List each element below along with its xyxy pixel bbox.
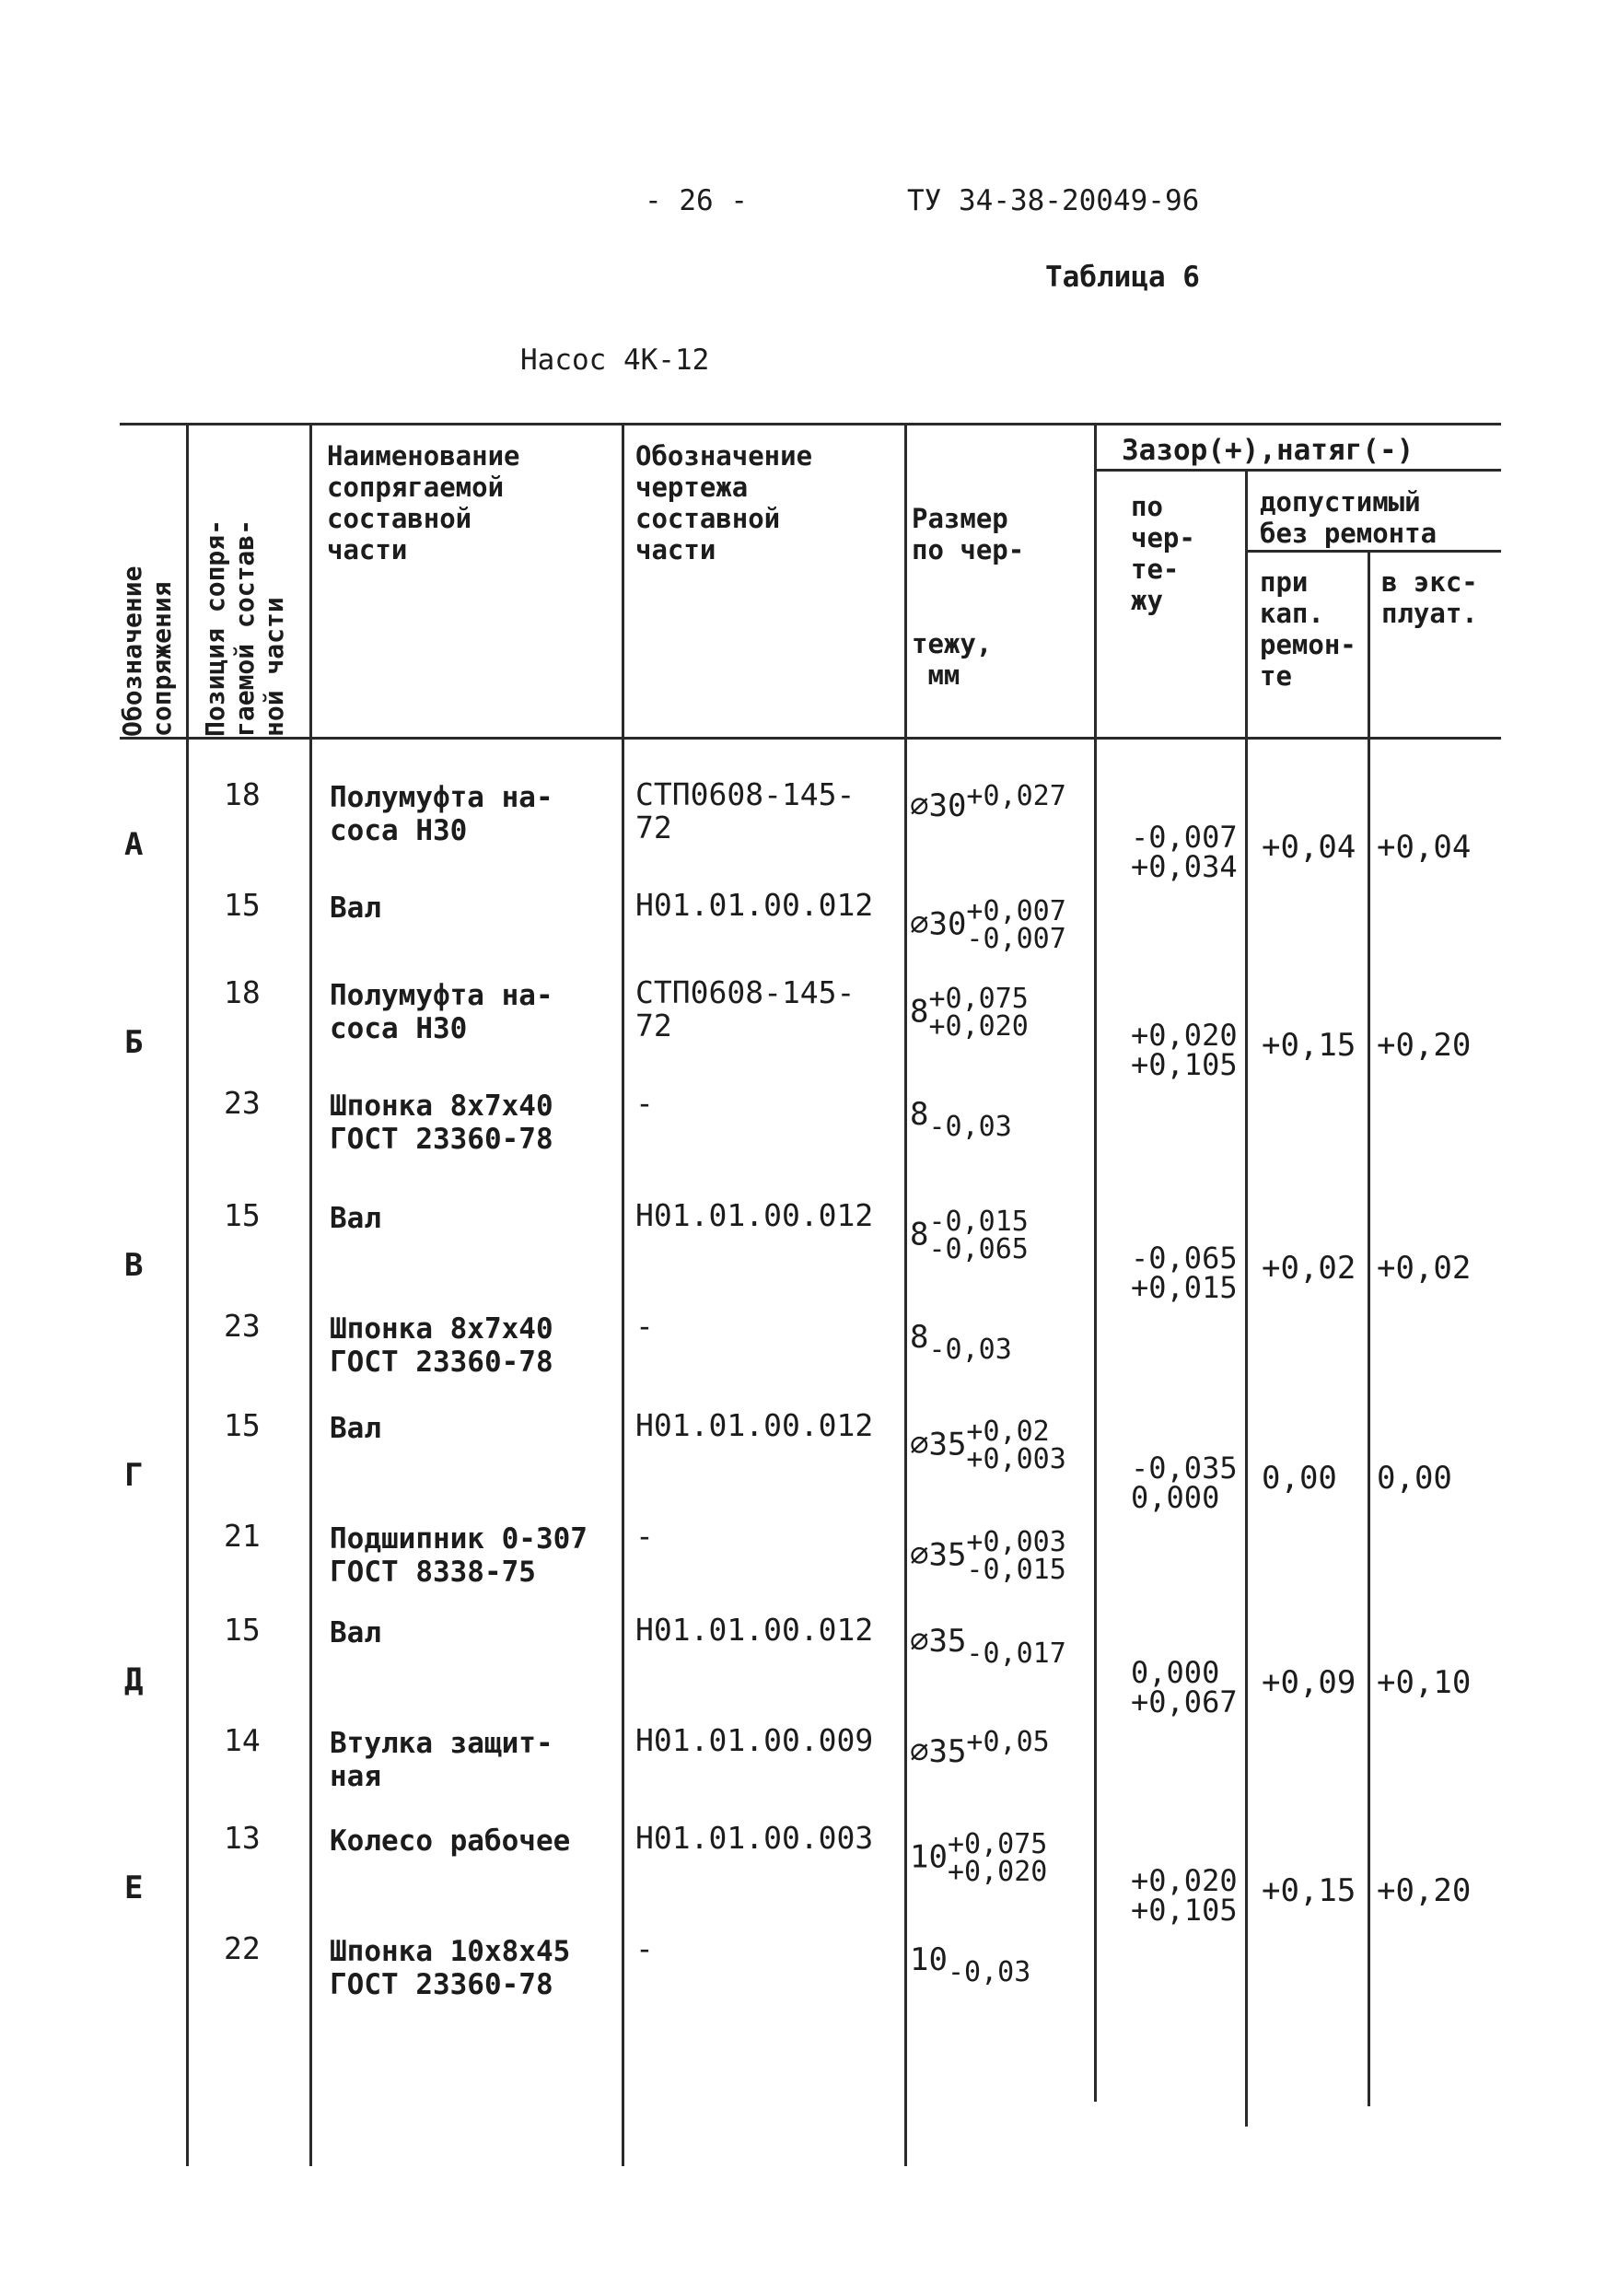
part-name-line: Полумуфта на- [330,979,553,1012]
part-drawing-line: - [635,1930,654,1966]
part-drawing-line: 72 [635,810,672,845]
part-size [910,1828,1048,1888]
gap-value: +0,020 [1131,1863,1238,1898]
gap-by-drawing [1131,1863,1238,1928]
col-header-gap-group: Зазор(+),натяг(-) [1122,434,1414,467]
part-drawing [635,1724,873,1757]
size-nominal: 8 [910,1096,929,1133]
col-header-drawing: Обозначение чертежа составной части [635,440,813,565]
col-header-mate-designation: Обозначение сопряжения [117,565,177,737]
part-size [910,1726,1050,1770]
mate-mark: Г [124,1457,144,1494]
part-name-line: Шпонка 10х8х45 [330,1935,571,1968]
size-nominal: 8 [910,1319,929,1356]
document-code: ТУ 34-38-20049-96 [907,184,1200,217]
part-name-line: Вал [330,892,381,925]
size-tolerance [928,1208,1028,1264]
mate-mark: Е [124,1870,144,1906]
size-nominal: 8 [910,1216,929,1253]
part-drawing-line: - [635,1518,654,1554]
part-position: 23 [224,1085,261,1121]
col-divider-2 [309,425,312,2166]
gap-by-drawing [1131,1241,1238,1305]
part-name [330,1522,588,1589]
gap-in-operation: +0,20 [1377,1027,1472,1064]
part-name-line: Полумуфта на- [330,781,553,814]
part-size [910,985,1029,1041]
allowed-rule [1248,550,1501,553]
part-position: 18 [224,974,261,1010]
part-drawing [635,1614,873,1647]
part-name-line: Колесо рабочее [330,1824,571,1858]
part-name [330,1935,570,2001]
gap-in-operation: 0,00 [1377,1460,1452,1497]
part-name [330,892,381,925]
gap-value: +0,034 [1131,849,1238,884]
part-name-line: ная [330,1760,381,1793]
size-tolerance [966,895,1066,955]
part-drawing [635,778,855,845]
part-name [330,1202,381,1235]
size-lower: -0,03 [928,1111,1012,1143]
part-drawing-line: - [635,1308,654,1344]
size-lower: -0,017 [966,1638,1066,1670]
col-header-at-repair: при кап. ремон- те [1260,566,1356,692]
gap-by-drawing [1131,1655,1238,1719]
part-drawing [635,1310,654,1343]
part-drawing [635,889,873,922]
part-size [910,895,1066,955]
col-divider-4 [904,425,907,2166]
part-drawing-line: СТП0608-145- [635,974,856,1010]
gap-at-repair: 0,00 [1262,1460,1337,1497]
part-name [330,1824,570,1858]
part-name [330,781,553,847]
gap-value: +0,020 [1131,1018,1238,1053]
gap-in-operation: +0,20 [1377,1872,1472,1909]
part-name-line: ГОСТ 23360-78 [330,1346,553,1379]
gap-by-drawing [1131,1018,1238,1082]
part-position: 14 [224,1722,261,1758]
table-top-rule [120,423,1501,425]
size-nominal: ⌀35 [910,1623,967,1660]
part-name-line: Шпонка 8х7х40 [330,1090,553,1123]
page-number: - 26 - [645,184,748,217]
gap-value: -0,007 [1131,820,1238,855]
size-tolerance [928,985,1028,1041]
gap-value: 0,000 [1131,1655,1220,1690]
part-drawing-line: Н01.01.00.012 [635,1407,874,1443]
pump-title: Насос 4К-12 [520,344,710,377]
part-name-line: соса Н30 [330,814,468,847]
part-position: 13 [224,1820,261,1856]
size-nominal: ⌀30 [910,905,967,943]
size-lower: -0,015 [966,1554,1066,1586]
part-drawing-line: Н01.01.00.012 [635,887,874,923]
part-name [330,1312,553,1379]
gap-in-operation: +0,04 [1377,829,1472,866]
part-name-line: Шпонка 8х7х40 [330,1312,553,1346]
mate-mark: А [124,826,144,863]
part-size [910,1418,1066,1474]
size-upper: +0,027 [966,780,1066,812]
part-drawing [635,1409,873,1442]
gap-value: +0,105 [1131,1893,1238,1928]
gap-at-repair: +0,09 [1262,1664,1356,1701]
part-size [910,1096,1012,1143]
gap-value: 0,000 [1131,1480,1220,1515]
gap-value: +0,105 [1131,1047,1238,1082]
table-label: Таблица 6 [1045,261,1200,294]
gap-in-operation: +0,10 [1377,1664,1472,1701]
size-upper: +0,003 [966,1526,1066,1558]
part-drawing-line: Н01.01.00.012 [635,1612,874,1648]
part-size [910,1208,1029,1264]
gap-at-repair: +0,02 [1262,1250,1356,1287]
part-name-line: ГОСТ 8338-75 [330,1556,536,1589]
part-position: 23 [224,1308,261,1344]
part-position: 18 [224,776,261,812]
part-name-line: ГОСТ 23360-78 [330,1968,553,2001]
col-header-in-operation: в экс- плуат. [1381,566,1478,629]
size-nominal: 10 [910,1941,948,1978]
part-position: 15 [224,1197,261,1233]
part-drawing [635,1822,873,1855]
table-header-rule [120,737,1501,740]
gap-group-rule [1096,469,1501,472]
part-name-line: ГОСТ 23360-78 [330,1123,553,1156]
gap-in-operation: +0,02 [1377,1250,1472,1287]
part-name [330,1090,553,1156]
size-lower: +0,003 [966,1443,1066,1475]
part-drawing [635,1932,654,1965]
part-drawing [635,1520,654,1553]
gap-value: -0,065 [1131,1241,1238,1276]
size-lower: +0,020 [947,1856,1048,1888]
size-upper: +0,05 [966,1726,1050,1758]
col-header-size: Размер по чер- тежу, мм [912,503,1025,691]
size-nominal: ⌀35 [910,1733,967,1770]
part-name-line: Подшипник 0-307 [330,1522,588,1556]
size-tolerance [966,1418,1065,1474]
size-nominal: ⌀35 [910,1536,967,1574]
size-nominal: 8 [910,993,929,1031]
col-divider-7 [1368,550,1370,2106]
part-drawing-line: Н01.01.00.012 [635,1197,874,1233]
part-position: 15 [224,887,261,923]
part-name [330,1412,381,1445]
part-drawing [635,976,855,1043]
part-name [330,1727,553,1793]
col-divider-1 [186,425,189,2166]
mate-mark: Б [124,1024,144,1061]
col-header-allowed: допустимый без ремонта [1260,486,1438,549]
size-upper: +0,007 [966,895,1066,927]
size-lower: +0,020 [928,1010,1029,1043]
part-name-line: Вал [330,1412,381,1445]
gap-at-repair: +0,15 [1262,1872,1356,1909]
gap-by-drawing [1131,820,1238,884]
size-lower: -0,03 [947,1956,1031,1988]
size-upper: +0,075 [928,983,1029,1015]
size-tolerance [947,1828,1048,1888]
size-lower: -0,03 [928,1334,1012,1366]
part-position: 15 [224,1407,261,1443]
gap-by-drawing [1131,1451,1238,1515]
part-drawing-line: Н01.01.00.009 [635,1722,874,1758]
size-upper: -0,015 [928,1206,1029,1238]
part-size [910,1941,1031,1988]
col-header-name: Наименование сопрягаемой составной части [327,440,520,565]
col-divider-6 [1245,469,1248,2127]
gap-value: -0,035 [1131,1451,1238,1486]
part-drawing-line: Н01.01.00.003 [635,1820,874,1856]
part-name [330,979,553,1045]
size-nominal: 10 [910,1838,948,1876]
part-drawing-line: 72 [635,1008,672,1043]
size-lower: -0,065 [928,1233,1029,1265]
part-drawing-line: - [635,1085,654,1121]
gap-at-repair: +0,15 [1262,1027,1356,1064]
part-position: 15 [224,1612,261,1648]
size-upper: +0,02 [966,1416,1050,1448]
part-position: 21 [224,1518,261,1554]
part-size [910,1623,1066,1670]
gap-at-repair: +0,04 [1262,829,1356,866]
col-divider-5 [1094,425,1097,2102]
part-size [910,1319,1012,1366]
part-size [910,780,1066,824]
col-header-position: Позиция сопря- гаемой состав- ной части [200,519,289,737]
col-divider-3 [622,425,624,2166]
part-drawing [635,1087,654,1120]
mate-mark: В [124,1247,144,1284]
size-lower: -0,007 [966,923,1066,955]
part-name [330,1616,381,1649]
part-name-line: Втулка защит- [330,1727,553,1760]
mate-mark: Д [124,1661,144,1698]
part-position: 22 [224,1930,261,1966]
part-drawing-line: СТП0608-145- [635,776,856,812]
size-nominal: ⌀35 [910,1426,967,1463]
part-name-line: Вал [330,1616,381,1649]
col-header-by-drawing: по чер- те- жу [1131,491,1195,616]
size-nominal: ⌀30 [910,787,967,824]
size-tolerance [966,1526,1066,1586]
part-size [910,1526,1066,1586]
size-upper: +0,075 [947,1828,1048,1860]
gap-value: +0,067 [1131,1684,1238,1719]
gap-value: +0,015 [1131,1270,1238,1305]
part-name-line: Вал [330,1202,381,1235]
part-name-line: соса Н30 [330,1012,468,1045]
part-drawing [635,1199,873,1232]
